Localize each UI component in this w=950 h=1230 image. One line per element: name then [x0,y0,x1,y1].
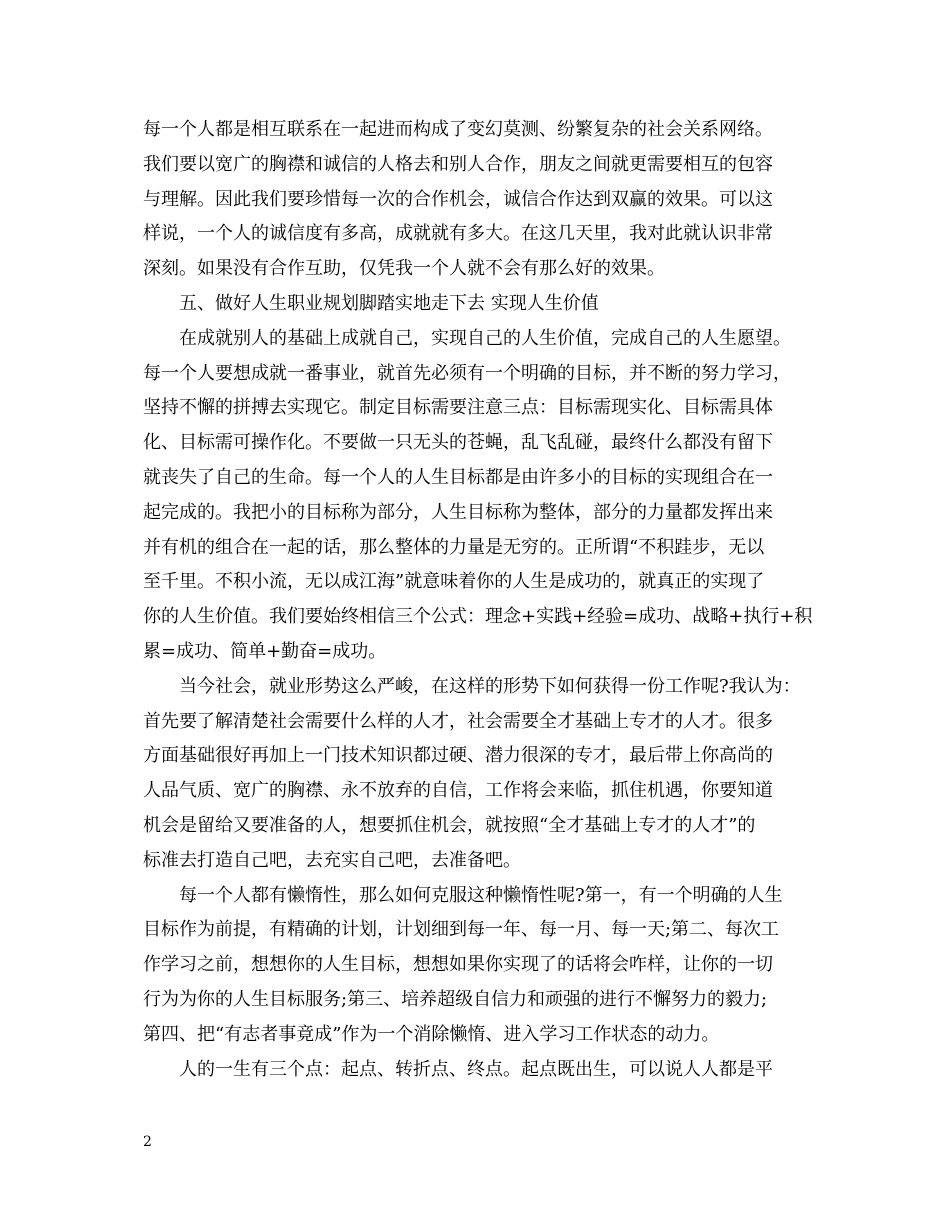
text-line: 我们要以宽广的胸襟和诚信的人格去和别人合作，朋友之间就更需要相互的包容 [143,153,773,175]
text-line: 至千里。不积小流，无以成江海”就意味着你的人生是成功的，就真正的实现了 [143,571,765,593]
document-body [143,113,823,1087]
page-number: 2 [143,1134,152,1150]
text-line: 每一个人要想成就一番事业，就首先必须有一个明确的目标，并不断的努力学习， [143,362,791,384]
text-line: 与理解。因此我们要珍惜每一次的合作机会，诚信合作达到双赢的效果。可以这 [143,188,773,210]
text-line: 方面基础很好再加上一门技术知识都过硬、潜力很深的专才，最后带上你高尚的 [143,745,773,767]
text-line: 起完成的。我把小的目标称为部分，人生目标称为整体，部分的力量都发挥出来 [143,501,773,523]
text-line: 深刻。如果没有合作互助，仅凭我一个人就不会有那么好的效果。 [143,258,665,280]
text-line: 就丧失了自己的生命。每一个人的人生目标都是由许多小的目标的实现组合在一 [143,466,773,488]
paragraph-start-line: 每一个人都有懒惰性，那么如何克服这种懒惰性呢?第一，有一个明确的人生 [179,884,783,906]
paragraph-start-line: 人的一生有三个点：起点、转折点、终点。起点既出生，可以说人人都是平 [179,1058,773,1080]
text-line: 第四、把“有志者事竟成”作为一个消除懒惰、进入学习工作状态的动力。 [143,1023,720,1045]
text-line: 坚持不懈的拼搏去实现它。制定目标需要注意三点：目标需现实化、目标需具体 [143,397,773,419]
text-line: 样说，一个人的诚信度有多高，成就就有多大。在这几天里，我对此就认识非常 [143,223,773,245]
text-line: 作学习之前，想想你的人生目标，想想如果你实现了的话将会咋样，让你的一切 [143,954,773,976]
text-line: 标准去打造自己吧，去充实自己吧，去准备吧。 [143,849,521,871]
paragraph-start-line: 在成就别人的基础上成就自己，实现自己的人生价值，完成自己的人生愿望。 [179,327,791,349]
paragraph-start-line: 当今社会，就业形势这么严峻，在这样的形势下如何获得一份工作呢?我认为： [179,675,801,697]
text-line: 你的人生价值。我们要始终相信三个公式：理念+实践+经验=成功、战略+执行+积 [143,606,813,628]
text-line: 目标作为前提，有精确的计划，计划细到每一年、每一月、每一天;第二、每次工 [143,919,780,941]
text-line: 行为为你的人生目标服务;第三、培养超级自信力和顽强的进行不懈努力的毅力; [143,988,768,1010]
section-heading: 五、做好人生职业规划脚踏实地走下去 实现人生价值 [179,292,599,314]
text-line: 机会是留给又要准备的人，想要抓住机会，就按照“全才基础上专才的人才”的 [143,814,756,836]
text-line: 化、目标需可操作化。不要做一只无头的苍蝇，乱飞乱碰，最终什么都没有留下 [143,432,773,454]
text-line: 累=成功、简单+勤奋=成功。 [143,640,387,662]
text-line: 每一个人都是相互联系在一起进而构成了变幻莫测、纷繁复杂的社会关系网络。 [143,119,773,140]
text-line: 并有机的组合在一起的话，那么整体的力量是无穷的。正所谓“不积跬步，无以 [143,536,765,558]
text-line: 人品气质、宽广的胸襟、永不放弃的自信，工作将会来临，抓住机遇，你要知道 [143,780,773,802]
text-line: 首先要了解清楚社会需要什么样的人才，社会需要全才基础上专才的人才。很多 [143,710,773,732]
